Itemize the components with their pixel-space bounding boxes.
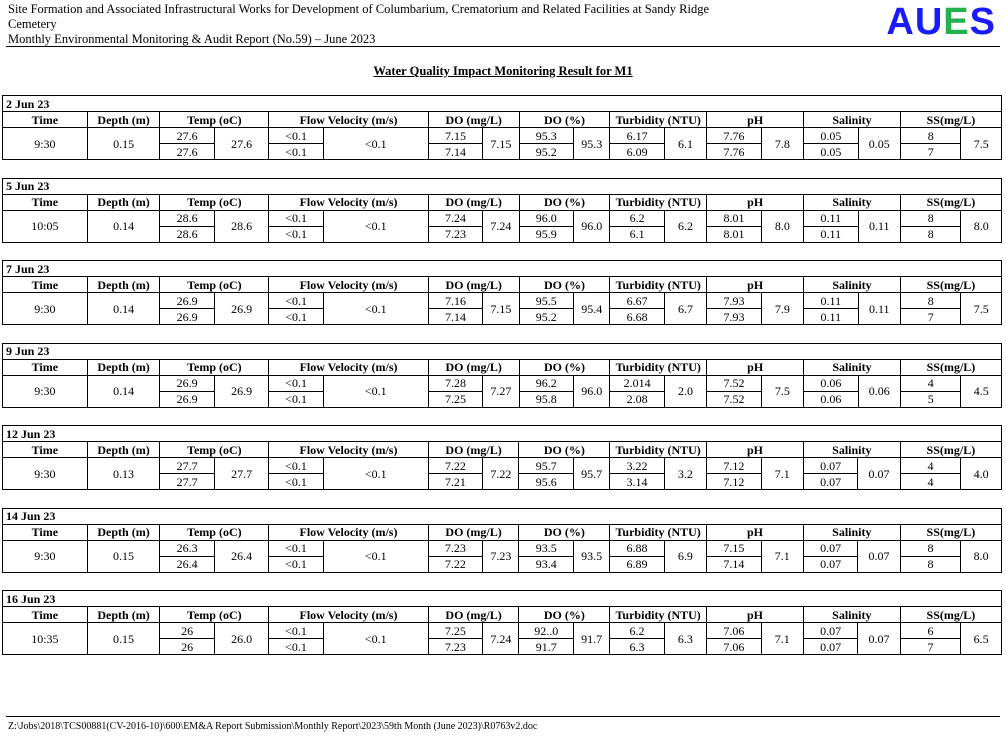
- column-header: DO (%): [519, 359, 610, 375]
- do-percent-average: 93.5: [573, 540, 609, 572]
- column-header: Depth (m): [87, 277, 160, 293]
- temp-reading-2: 27.6: [160, 144, 214, 160]
- column-header: Depth (m): [87, 194, 160, 210]
- do-percent-reading-1: 95.3: [519, 128, 573, 144]
- column-header: DO (mg/L): [428, 194, 519, 210]
- flow-velocity-average: <0.1: [323, 458, 428, 490]
- flow-velocity-reading-1: <0.1: [269, 623, 323, 639]
- salinity-average: 0.06: [858, 375, 900, 407]
- turbidity-reading-1: 2.014: [610, 375, 664, 391]
- column-header: Flow Velocity (m/s): [269, 194, 428, 210]
- turbidity-reading-2: 2.08: [610, 391, 664, 407]
- do-percent-average: 95.7: [573, 458, 609, 490]
- do-mgl-reading-1: 7.25: [428, 623, 482, 639]
- column-header: SS(mg/L): [900, 112, 1001, 128]
- salinity-reading-1: 0.05: [804, 128, 858, 144]
- column-header: DO (mg/L): [428, 524, 519, 540]
- temp-average: 26.0: [214, 623, 268, 655]
- ph-average: 7.9: [761, 293, 803, 325]
- column-header: pH: [707, 607, 804, 623]
- do-percent-average: 95.4: [574, 293, 610, 325]
- footer-divider: [6, 716, 1000, 717]
- turbidity-reading-2: 6.3: [610, 639, 664, 655]
- report-header: [8, 2, 768, 47]
- turbidity-reading-2: 6.1: [610, 226, 664, 242]
- results-table: [2, 590, 1002, 655]
- column-header: Flow Velocity (m/s): [269, 277, 428, 293]
- column-header: Turbidity (NTU): [610, 112, 707, 128]
- temp-reading-2: 28.6: [160, 226, 214, 242]
- suspended-solids-reading-1: 8: [900, 540, 961, 556]
- do-mgl-average: 7.27: [483, 375, 519, 407]
- ph-average: 7.8: [761, 128, 803, 160]
- ph-average: 7.5: [761, 375, 803, 407]
- depth-cell: 0.15: [87, 128, 160, 160]
- time-cell: 9:30: [3, 540, 88, 572]
- do-percent-reading-2: 93.4: [519, 556, 573, 572]
- monitoring-block: [2, 590, 1002, 655]
- turbidity-reading-1: 6.88: [610, 540, 664, 556]
- column-header: Flow Velocity (m/s): [269, 112, 428, 128]
- column-header: Depth (m): [87, 607, 160, 623]
- temp-reading-2: 26.9: [160, 391, 214, 407]
- do-mgl-reading-2: 7.25: [428, 391, 482, 407]
- do-mgl-reading-1: 7.23: [428, 540, 482, 556]
- depth-cell: 0.14: [87, 210, 160, 242]
- flow-velocity-reading-1: <0.1: [269, 375, 323, 391]
- salinity-reading-2: 0.07: [803, 474, 857, 490]
- time-cell: 9:30: [3, 293, 88, 325]
- column-header: Salinity: [803, 524, 900, 540]
- time-cell: 9:30: [3, 375, 88, 407]
- column-header: SS(mg/L): [900, 277, 1001, 293]
- turbidity-reading-2: 6.09: [610, 144, 664, 160]
- suspended-solids-reading-2: 8: [900, 226, 961, 242]
- do-mgl-average: 7.22: [483, 458, 519, 490]
- do-percent-reading-2: 95.2: [519, 144, 573, 160]
- depth-cell: 0.14: [87, 293, 160, 325]
- do-mgl-reading-2: 7.14: [428, 144, 482, 160]
- time-cell: 10:05: [3, 210, 88, 242]
- suspended-solids-reading-2: 8: [900, 556, 961, 572]
- sampling-date: 9 Jun 23: [3, 343, 1002, 359]
- column-header: Time: [3, 607, 88, 623]
- ph-reading-2: 7.06: [707, 639, 761, 655]
- column-header: DO (%): [519, 607, 610, 623]
- column-header: DO (mg/L): [428, 442, 519, 458]
- suspended-solids-average: 8.0: [961, 540, 1002, 572]
- monitoring-block: [2, 260, 1002, 325]
- column-header: pH: [707, 442, 804, 458]
- ph-reading-1: 7.06: [707, 623, 761, 639]
- column-header: Salinity: [804, 359, 901, 375]
- results-table: [2, 425, 1002, 490]
- flow-velocity-average: <0.1: [323, 293, 428, 325]
- sampling-date: 12 Jun 23: [3, 426, 1002, 442]
- suspended-solids-average: 8.0: [961, 210, 1002, 242]
- column-header: Time: [3, 359, 88, 375]
- monitoring-block: [2, 425, 1002, 490]
- column-header: Turbidity (NTU): [610, 194, 707, 210]
- ph-reading-2: 7.12: [707, 474, 761, 490]
- column-header: Turbidity (NTU): [610, 607, 707, 623]
- do-percent-reading-2: 95.9: [519, 226, 573, 242]
- salinity-reading-2: 0.07: [803, 639, 857, 655]
- do-mgl-average: 7.15: [483, 293, 519, 325]
- ph-reading-2: 7.93: [707, 309, 761, 325]
- ph-reading-1: 7.52: [707, 375, 761, 391]
- salinity-average: 0.07: [858, 458, 900, 490]
- do-mgl-reading-1: 7.28: [428, 375, 482, 391]
- turbidity-average: 2.0: [664, 375, 706, 407]
- temp-reading-1: 27.7: [160, 458, 214, 474]
- flow-velocity-average: <0.1: [323, 375, 428, 407]
- salinity-reading-1: 0.07: [803, 540, 857, 556]
- depth-cell: 0.15: [87, 540, 160, 572]
- temp-reading-1: 26: [160, 623, 214, 639]
- column-header: Flow Velocity (m/s): [269, 442, 428, 458]
- do-percent-reading-1: 95.5: [519, 293, 573, 309]
- temp-reading-1: 26.3: [160, 540, 214, 556]
- temp-reading-1: 27.6: [160, 128, 214, 144]
- turbidity-reading-1: 6.2: [610, 210, 664, 226]
- do-percent-reading-1: 93.5: [519, 540, 573, 556]
- time-cell: 9:30: [3, 128, 88, 160]
- turbidity-reading-1: 6.67: [610, 293, 664, 309]
- ph-reading-2: 7.14: [707, 556, 761, 572]
- flow-velocity-average: <0.1: [323, 540, 428, 572]
- depth-cell: 0.15: [87, 623, 160, 655]
- column-header: DO (mg/L): [428, 277, 519, 293]
- results-table: [2, 343, 1002, 408]
- do-percent-average: 96.0: [574, 210, 610, 242]
- flow-velocity-reading-1: <0.1: [269, 128, 323, 144]
- turbidity-reading-1: 6.2: [610, 623, 664, 639]
- flow-velocity-reading-2: <0.1: [269, 639, 323, 655]
- salinity-reading-1: 0.11: [804, 293, 858, 309]
- flow-velocity-reading-2: <0.1: [269, 226, 323, 242]
- do-mgl-reading-1: 7.22: [428, 458, 482, 474]
- do-percent-reading-1: 95.7: [519, 458, 573, 474]
- salinity-average: 0.11: [858, 293, 900, 325]
- suspended-solids-average: 4.0: [961, 458, 1002, 490]
- suspended-solids-reading-1: 8: [900, 293, 961, 309]
- do-mgl-average: 7.24: [483, 623, 519, 655]
- time-cell: 10:35: [3, 623, 88, 655]
- turbidity-average: 6.3: [664, 623, 706, 655]
- ph-reading-1: 7.12: [707, 458, 761, 474]
- do-percent-reading-2: 95.6: [519, 474, 573, 490]
- do-percent-average: 96.0: [574, 375, 610, 407]
- flow-velocity-average: <0.1: [323, 623, 428, 655]
- do-percent-reading-1: 96.0: [519, 210, 573, 226]
- suspended-solids-reading-1: 4: [900, 375, 961, 391]
- do-mgl-reading-2: 7.21: [428, 474, 482, 490]
- column-header: DO (%): [519, 442, 610, 458]
- do-mgl-reading-2: 7.22: [428, 556, 482, 572]
- column-header: Salinity: [804, 194, 901, 210]
- column-header: Temp (oC): [160, 524, 269, 540]
- flow-velocity-reading-2: <0.1: [269, 474, 323, 490]
- monitoring-block: [2, 178, 1002, 243]
- suspended-solids-average: 4.5: [961, 375, 1002, 407]
- suspended-solids-reading-1: 8: [900, 210, 961, 226]
- time-cell: 9:30: [3, 458, 88, 490]
- suspended-solids-reading-2: 7: [900, 639, 961, 655]
- column-header: Flow Velocity (m/s): [269, 524, 428, 540]
- turbidity-reading-2: 3.14: [610, 474, 664, 490]
- salinity-reading-1: 0.11: [804, 210, 858, 226]
- turbidity-reading-2: 6.89: [610, 556, 664, 572]
- turbidity-average: 3.2: [664, 458, 706, 490]
- column-header: Depth (m): [87, 442, 160, 458]
- do-mgl-reading-1: 7.16: [428, 293, 482, 309]
- column-header: Flow Velocity (m/s): [269, 607, 428, 623]
- column-header: Salinity: [803, 607, 900, 623]
- temp-average: 28.6: [214, 210, 268, 242]
- column-header: Time: [3, 194, 88, 210]
- ph-average: 8.0: [761, 210, 803, 242]
- suspended-solids-average: 6.5: [961, 623, 1002, 655]
- file-path-footer: Z:\Jobs\2018\TCS00881(CV-2016-10)\600\EM&A Report Submission\Monthly Report\2023\59th Month (June 2023)\R0763v2.doc: [8, 721, 538, 732]
- depth-cell: 0.14: [87, 375, 160, 407]
- column-header: DO (%): [519, 277, 610, 293]
- depth-cell: 0.13: [87, 458, 160, 490]
- turbidity-reading-2: 6.68: [610, 309, 664, 325]
- column-header: Temp (oC): [160, 112, 269, 128]
- column-header: pH: [707, 112, 804, 128]
- column-header: Depth (m): [87, 524, 160, 540]
- flow-velocity-reading-1: <0.1: [269, 293, 323, 309]
- column-header: DO (%): [519, 194, 610, 210]
- temp-reading-1: 26.9: [160, 293, 214, 309]
- temp-average: 26.4: [214, 540, 268, 572]
- ph-reading-1: 7.76: [707, 128, 761, 144]
- ph-average: 7.1: [761, 623, 803, 655]
- column-header: Time: [3, 112, 88, 128]
- sampling-date: 7 Jun 23: [3, 261, 1002, 277]
- column-header: Depth (m): [87, 359, 160, 375]
- column-header: Turbidity (NTU): [610, 524, 707, 540]
- do-mgl-reading-2: 7.14: [428, 309, 482, 325]
- column-header: DO (%): [519, 524, 610, 540]
- suspended-solids-reading-2: 7: [900, 144, 961, 160]
- salinity-average: 0.07: [858, 540, 900, 572]
- salinity-reading-1: 0.07: [803, 458, 857, 474]
- column-header: Salinity: [803, 442, 900, 458]
- aues-logo: AUES: [886, 1, 996, 43]
- column-header: Time: [3, 524, 88, 540]
- temp-reading-2: 26: [160, 639, 214, 655]
- monitoring-block: [2, 508, 1002, 573]
- column-header: Salinity: [804, 112, 901, 128]
- turbidity-average: 6.2: [664, 210, 706, 242]
- report-subtitle: Monthly Environmental Monitoring & Audit Report (No.59) – June 2023: [8, 32, 376, 46]
- flow-velocity-reading-2: <0.1: [269, 144, 323, 160]
- column-header: Time: [3, 277, 88, 293]
- salinity-reading-2: 0.11: [804, 226, 858, 242]
- sampling-date: 2 Jun 23: [3, 96, 1002, 112]
- do-mgl-reading-1: 7.24: [428, 210, 482, 226]
- suspended-solids-average: 7.5: [961, 293, 1002, 325]
- salinity-reading-2: 0.05: [804, 144, 858, 160]
- suspended-solids-reading-1: 8: [900, 128, 961, 144]
- column-header: DO (mg/L): [428, 359, 519, 375]
- salinity-average: 0.05: [858, 128, 900, 160]
- column-header: SS(mg/L): [900, 442, 1001, 458]
- salinity-average: 0.07: [858, 623, 900, 655]
- salinity-reading-2: 0.06: [804, 391, 858, 407]
- temp-reading-1: 28.6: [160, 210, 214, 226]
- ph-reading-2: 7.76: [707, 144, 761, 160]
- do-mgl-average: 7.23: [483, 540, 519, 572]
- column-header: Turbidity (NTU): [610, 359, 707, 375]
- flow-velocity-reading-2: <0.1: [269, 391, 323, 407]
- column-header: pH: [707, 524, 804, 540]
- ph-reading-1: 8.01: [707, 210, 761, 226]
- salinity-reading-2: 0.07: [803, 556, 857, 572]
- column-header: DO (%): [519, 112, 610, 128]
- monitoring-block: [2, 343, 1002, 408]
- do-mgl-average: 7.15: [483, 128, 519, 160]
- suspended-solids-reading-2: 5: [900, 391, 961, 407]
- column-header: pH: [707, 194, 804, 210]
- salinity-reading-2: 0.11: [804, 309, 858, 325]
- temp-reading-1: 26.9: [160, 375, 214, 391]
- flow-velocity-average: <0.1: [323, 210, 428, 242]
- turbidity-average: 6.9: [664, 540, 706, 572]
- do-percent-reading-2: 95.2: [519, 309, 573, 325]
- column-header: Temp (oC): [160, 607, 269, 623]
- do-percent-reading-1: 96.2: [519, 375, 573, 391]
- temp-average: 26.9: [214, 375, 268, 407]
- salinity-average: 0.11: [858, 210, 900, 242]
- salinity-reading-1: 0.06: [804, 375, 858, 391]
- column-header: pH: [707, 359, 804, 375]
- temp-average: 26.9: [214, 293, 268, 325]
- flow-velocity-reading-1: <0.1: [269, 458, 323, 474]
- do-mgl-reading-1: 7.15: [428, 128, 482, 144]
- column-header: SS(mg/L): [900, 194, 1001, 210]
- ph-reading-1: 7.15: [707, 540, 761, 556]
- do-percent-average: 91.7: [573, 623, 609, 655]
- project-title: Site Formation and Associated Infrastructural Works for Development of Columbarium, Crematorium and Related Facilities at Sandy Ridge Cemetery: [8, 2, 710, 31]
- do-percent-reading-1: 92..0: [519, 623, 573, 639]
- flow-velocity-reading-2: <0.1: [269, 556, 323, 572]
- suspended-solids-reading-1: 4: [900, 458, 961, 474]
- column-header: Salinity: [804, 277, 901, 293]
- do-percent-average: 95.3: [574, 128, 610, 160]
- do-percent-reading-2: 95.8: [519, 391, 573, 407]
- column-header: pH: [707, 277, 804, 293]
- sampling-date: 16 Jun 23: [3, 591, 1002, 607]
- ph-average: 7.1: [761, 458, 803, 490]
- turbidity-reading-1: 3.22: [610, 458, 664, 474]
- turbidity-average: 6.7: [664, 293, 706, 325]
- ph-average: 7.1: [761, 540, 803, 572]
- salinity-reading-1: 0.07: [803, 623, 857, 639]
- suspended-solids-reading-2: 4: [900, 474, 961, 490]
- do-mgl-reading-2: 7.23: [428, 639, 482, 655]
- column-header: SS(mg/L): [900, 359, 1001, 375]
- suspended-solids-average: 7.5: [961, 128, 1002, 160]
- column-header: DO (mg/L): [428, 112, 519, 128]
- column-header: Temp (oC): [160, 194, 269, 210]
- sampling-date: 14 Jun 23: [3, 508, 1002, 524]
- temp-reading-2: 26.4: [160, 556, 214, 572]
- results-table: [2, 95, 1002, 160]
- column-header: Turbidity (NTU): [610, 442, 707, 458]
- turbidity-average: 6.1: [664, 128, 706, 160]
- temp-average: 27.6: [214, 128, 268, 160]
- flow-velocity-reading-1: <0.1: [269, 210, 323, 226]
- column-header: SS(mg/L): [900, 607, 1001, 623]
- ph-reading-2: 7.52: [707, 391, 761, 407]
- ph-reading-1: 7.93: [707, 293, 761, 309]
- column-header: Temp (oC): [160, 442, 269, 458]
- do-percent-reading-2: 91.7: [519, 639, 573, 655]
- column-header: Time: [3, 442, 88, 458]
- do-mgl-average: 7.24: [483, 210, 519, 242]
- ph-reading-2: 8.01: [707, 226, 761, 242]
- report-table-title: Water Quality Impact Monitoring Result for M1: [373, 64, 633, 78]
- results-table: [2, 178, 1002, 243]
- monitoring-block: [2, 95, 1002, 160]
- suspended-solids-reading-2: 7: [900, 309, 961, 325]
- turbidity-reading-1: 6.17: [610, 128, 664, 144]
- column-header: Flow Velocity (m/s): [269, 359, 428, 375]
- column-header: SS(mg/L): [900, 524, 1001, 540]
- suspended-solids-reading-1: 6: [900, 623, 961, 639]
- sampling-date: 5 Jun 23: [3, 178, 1002, 194]
- flow-velocity-reading-2: <0.1: [269, 309, 323, 325]
- flow-velocity-average: <0.1: [323, 128, 428, 160]
- do-mgl-reading-2: 7.23: [428, 226, 482, 242]
- temp-reading-2: 26.9: [160, 309, 214, 325]
- temp-average: 27.7: [214, 458, 268, 490]
- results-table: [2, 508, 1002, 573]
- column-header: Turbidity (NTU): [610, 277, 707, 293]
- header-divider: [6, 46, 1000, 47]
- flow-velocity-reading-1: <0.1: [269, 540, 323, 556]
- results-table: [2, 260, 1002, 325]
- temp-reading-2: 27.7: [160, 474, 214, 490]
- column-header: Depth (m): [87, 112, 160, 128]
- column-header: Temp (oC): [160, 277, 269, 293]
- column-header: Temp (oC): [160, 359, 269, 375]
- column-header: DO (mg/L): [428, 607, 519, 623]
